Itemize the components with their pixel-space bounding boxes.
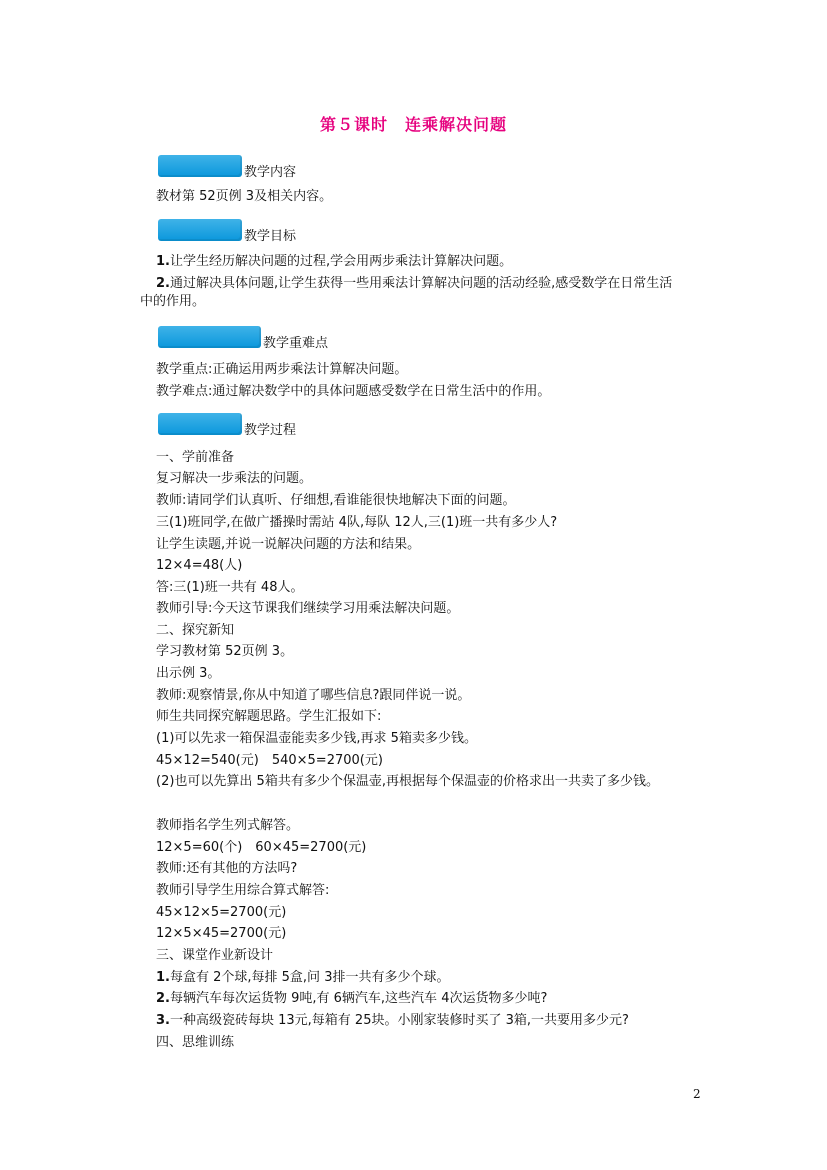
- section-title-content: 教学内容: [244, 164, 297, 180]
- section-head-process: [158, 410, 296, 438]
- process-line: 教师指名学生列式解答。: [156, 818, 300, 833]
- section-tag: [158, 413, 242, 435]
- process-line: 复习解决一步乘法的问题。: [156, 471, 313, 486]
- section-head-keypoints: [158, 323, 328, 351]
- section-title-keypoints: 教学重难点: [263, 335, 329, 351]
- section-tag: [158, 326, 261, 348]
- section-head-goals: [158, 216, 296, 244]
- process-formula: 12×5=60(个) 60×45=2700(元): [156, 840, 367, 855]
- process-line: 三(1)班同学,在做广播操时需站 4队,每队 12人,三(1)班一共有多少人?: [156, 515, 558, 530]
- section-tag: [158, 219, 242, 241]
- difficult-point: 教学难点:通过解决数学中的具体问题感受数学在日常生活中的作用。: [156, 384, 551, 399]
- process-line: 教师引导:今天这节课我们继续学习用乘法解决问题。: [156, 601, 460, 616]
- process-line: 教师引导学生用综合算式解答:: [156, 883, 330, 898]
- process-line: 教师:请同学们认真听、仔细想,看谁能很快地解决下面的问题。: [156, 493, 516, 508]
- process-line: 教师:还有其他的方法吗?: [156, 861, 298, 876]
- process-line: (2)也可以先算出 5箱共有多少个保温壶,再根据每个保温壶的价格求出一共卖了多少钱。: [156, 774, 659, 789]
- process-heading: 一、学前准备: [156, 450, 235, 465]
- process-heading: 三、课堂作业新设计: [156, 948, 274, 963]
- process-heading: 四、思维训练: [156, 1035, 235, 1050]
- exercise-item: 3.一种高级瓷砖每块 13元,每箱有 25块。小刚家装修时买了 3箱,一共要用多少元?: [156, 1013, 629, 1028]
- section-tag: [158, 155, 242, 177]
- process-line: 答:三(1)班一共有 48人。: [156, 580, 304, 595]
- content-text: 教材第 52页例 3及相关内容。: [156, 189, 333, 204]
- process-formula: 45×12×5=2700(元): [156, 905, 287, 920]
- exercise-item: 2.每辆汽车每次运货物 9吨,有 6辆汽车,这些汽车 4次运货物多少吨?: [156, 991, 548, 1006]
- process-line: 教师:观察情景,你从中知道了哪些信息?跟同伴说一说。: [156, 688, 471, 703]
- process-formula: 12×4=48(人): [156, 558, 243, 573]
- section-title-process: 教学过程: [244, 422, 297, 438]
- process-line: 师生共同探究解题思路。学生汇报如下:: [156, 709, 382, 724]
- goal-item: 2.通过解决具体问题,让学生获得一些用乘法计算解决问题的活动经验,感受数学在日常生活中的作用。: [140, 276, 673, 309]
- page-number: 2: [693, 1087, 701, 1101]
- process-line: (1)可以先求一箱保温壶能卖多少钱,再求 5箱卖多少钱。: [156, 731, 477, 746]
- process-line: 出示例 3。: [156, 666, 221, 681]
- process-heading: 二、探究新知: [156, 623, 235, 638]
- process-line: 让学生读题,并说一说解决问题的方法和结果。: [156, 537, 421, 552]
- section-head-content: [158, 152, 296, 180]
- goal-item: 1.让学生经历解决问题的过程,学会用两步乘法计算解决问题。: [156, 254, 513, 269]
- lesson-title: 第５课时 连乘解决问题: [319, 115, 507, 134]
- process-formula: 45×12=540(元) 540×5=2700(元): [156, 753, 383, 768]
- process-line: 学习教材第 52页例 3。: [156, 644, 294, 659]
- exercise-item: 1.每盒有 2个球,每排 5盒,问 3排一共有多少个球。: [156, 970, 450, 985]
- key-point: 教学重点:正确运用两步乘法计算解决问题。: [156, 362, 408, 377]
- section-title-goals: 教学目标: [244, 228, 297, 244]
- process-formula: 12×5×45=2700(元): [156, 926, 287, 941]
